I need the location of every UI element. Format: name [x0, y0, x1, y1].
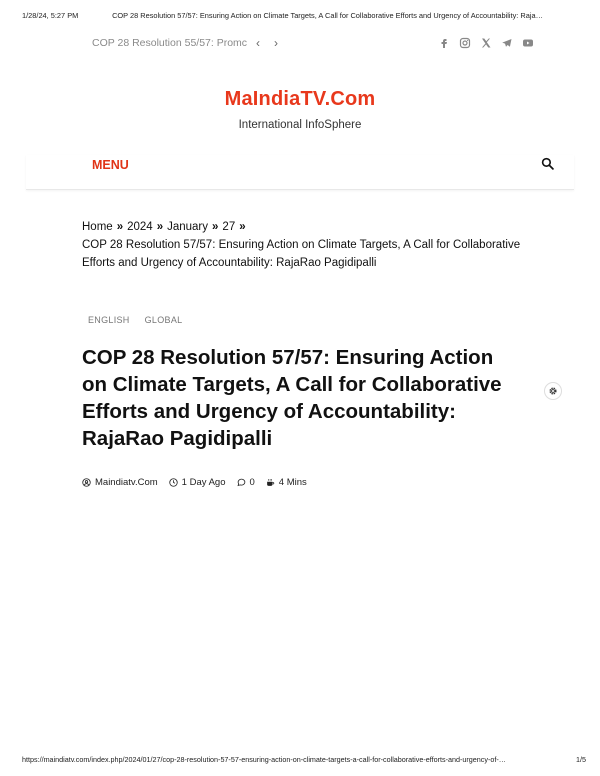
search-button[interactable]	[541, 157, 554, 175]
breadcrumb-separator: »	[116, 221, 124, 233]
coffee-icon	[266, 478, 275, 487]
x-icon[interactable]	[480, 37, 492, 49]
date-meta	[169, 477, 226, 488]
category-tag[interactable]: ENGLISH	[88, 315, 130, 325]
read-time-meta	[266, 477, 307, 488]
article-meta	[82, 477, 307, 488]
breadcrumb-separator: »	[156, 221, 164, 233]
breadcrumb-current: COP 28 Resolution 57/57: Ensuring Action on Climate Targets, A Call for Collaborative Efforts and Urgency of Accountability: RajaRao Pagidipalli	[82, 239, 521, 269]
breadcrumb-separator: »	[212, 221, 219, 233]
site-title[interactable]: MaIndiaTV.Com	[224, 88, 376, 110]
category-list	[88, 315, 182, 325]
print-page-number: 1/5	[576, 755, 586, 764]
gear-icon	[548, 386, 558, 396]
search-icon	[541, 157, 554, 170]
print-url: https://maindiatv.com/index.php/2024/01/27/cop-28-resolution-57-57-ensuring-action-on-climate-targets-a-call-for-collaborative-efforts-and-urgency-of-…	[22, 755, 506, 764]
ticker-prev-button[interactable]: ‹	[256, 36, 260, 50]
settings-button[interactable]	[544, 382, 562, 400]
comments-meta[interactable]	[237, 477, 255, 488]
telegram-icon[interactable]	[501, 37, 513, 49]
category-tag[interactable]: GLOBAL	[144, 315, 183, 325]
print-header	[22, 11, 586, 20]
youtube-icon[interactable]	[522, 37, 534, 49]
breadcrumb-day[interactable]: 27	[222, 221, 236, 233]
ticker-nav	[256, 36, 278, 50]
print-datetime: 1/28/24, 5:27 PM	[22, 11, 79, 20]
top-bar	[92, 33, 534, 53]
breadcrumb-separator: »	[239, 221, 246, 233]
comment-count[interactable]: 0	[249, 477, 255, 488]
site-branding	[0, 88, 600, 131]
user-icon	[82, 478, 91, 487]
site-tagline: International InfoSphere	[238, 119, 362, 131]
comment-icon	[237, 478, 246, 487]
clock-icon	[169, 478, 178, 487]
breadcrumb-month[interactable]: January	[167, 221, 209, 233]
print-footer	[22, 755, 586, 764]
breadcrumb-year[interactable]: 2024	[127, 221, 153, 233]
breadcrumb	[82, 218, 532, 272]
read-time: 4 Mins	[278, 477, 307, 488]
instagram-icon[interactable]	[459, 37, 471, 49]
ticker-next-button[interactable]: ›	[274, 36, 278, 50]
main-nav	[26, 155, 574, 190]
news-ticker[interactable]: COP 28 Resolution 55/57: Promc	[92, 37, 248, 49]
menu-button[interactable]: MENU	[92, 158, 129, 172]
article-headline: COP 28 Resolution 57/57: Ensuring Action on Climate Targets, A Call for Collaborative Efforts and Urgency of Accountability: RajaRao Pagidipalli	[82, 346, 502, 450]
author-meta[interactable]	[82, 477, 158, 488]
facebook-icon[interactable]	[438, 37, 450, 49]
time-ago: 1 Day Ago	[181, 477, 226, 488]
breadcrumb-home[interactable]: Home	[82, 221, 113, 233]
print-document-title: COP 28 Resolution 57/57: Ensuring Action on Climate Targets, A Call for Collaborative Efforts and Urgency of Accountability: Raja…	[112, 11, 544, 20]
author-name[interactable]: Maindiatv.Com	[95, 477, 158, 488]
social-links	[438, 37, 534, 49]
